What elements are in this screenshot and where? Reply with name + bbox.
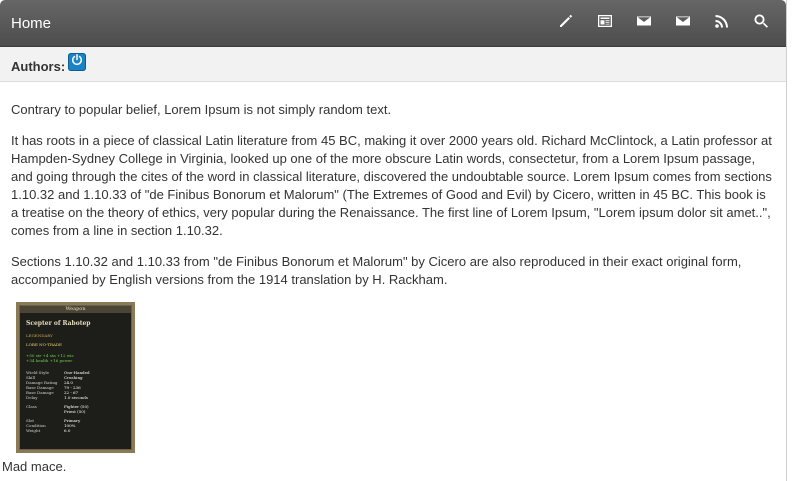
article-body bbox=[11, 101, 775, 302]
author-power-button[interactable] bbox=[68, 53, 86, 71]
attr-value: 79 - 236 bbox=[64, 385, 81, 390]
attr-value: 1.0 seconds bbox=[64, 395, 88, 400]
attr-value: 100% bbox=[64, 423, 76, 428]
attr-key bbox=[26, 409, 64, 414]
attr-key: Damage Rating bbox=[26, 380, 58, 385]
item-attributes bbox=[26, 370, 127, 433]
stats-line: +34 health +16 power bbox=[26, 358, 73, 363]
attr-key: Skill bbox=[26, 375, 36, 380]
image-caption: Mad mace. bbox=[2, 459, 67, 474]
attr-value: Crushing bbox=[64, 375, 83, 380]
rss-icon bbox=[714, 13, 730, 34]
page-title: Home bbox=[11, 15, 52, 32]
attr-value: One-Handed bbox=[64, 370, 90, 375]
attr-key: Class bbox=[26, 404, 37, 409]
pencil-icon bbox=[558, 13, 574, 34]
attr-key: Wield Style bbox=[26, 370, 50, 375]
attr-value: Priest (50) bbox=[64, 409, 86, 414]
stats-line: +50 str +4 sta +12 wis bbox=[26, 353, 74, 358]
attr-key: Base Damage bbox=[26, 385, 54, 390]
search-button[interactable] bbox=[752, 14, 770, 32]
attr-key: Condition bbox=[26, 423, 46, 428]
attr-value: 22 - 67 bbox=[64, 390, 79, 395]
attr-key: Base Damage bbox=[26, 390, 54, 395]
attr-value: 24.0 bbox=[64, 380, 73, 385]
item-tooltip-card bbox=[19, 305, 132, 450]
paragraph: Contrary to popular belief, Lorem Ipsum is not simply random text. bbox=[11, 102, 392, 117]
authors-label: Authors: bbox=[11, 59, 66, 74]
item-stats bbox=[26, 353, 74, 363]
card-window-title: Weapon bbox=[20, 306, 131, 313]
item-name: Scepter of Rabotep bbox=[26, 320, 91, 327]
attr-value: Fighter (50) bbox=[64, 404, 89, 409]
article-button[interactable] bbox=[596, 14, 614, 32]
envelope-icon bbox=[636, 13, 652, 34]
rss-button[interactable] bbox=[713, 14, 731, 32]
item-image[interactable] bbox=[16, 302, 135, 453]
power-icon bbox=[71, 53, 83, 71]
attr-key: Slot bbox=[26, 418, 35, 423]
edit-button[interactable] bbox=[557, 14, 575, 32]
search-icon bbox=[753, 13, 769, 34]
header-bar bbox=[0, 0, 786, 47]
item-flags: LORE NO-TRADE bbox=[26, 342, 62, 347]
attr-value: Primary bbox=[64, 418, 81, 423]
attr-key: Weight bbox=[26, 428, 41, 433]
attr-row bbox=[26, 428, 127, 433]
item-rarity: LEGENDARY bbox=[26, 333, 53, 338]
attr-key: Delay bbox=[26, 395, 38, 400]
email-button[interactable] bbox=[635, 14, 653, 32]
paragraph: It has roots in a piece of classical Latin literature from 45 BC, making it over 2000 years old. Richard McClintock, a Latin professor at Hampden-Sydney College in Virginia, looked up one of the more obscure Latin words, consectetur, from a Lorem Ipsum passage, and going through the cites of the word in classical literature, discovered the undoubtable source. Lorem Ipsum comes from sections 1.10.32 and 1.10.33 of "de Finibus Bonorum et Malorum" (The Extremes of Good and Evil) by Cicero, written in 45 BC. This book is a treatise on the theory of ethics, very popular during the Renaissance. The first line of Lorem Ipsum, "Lorem ipsum dolor sit amet..", comes from a line in section 1.10.32. bbox=[11, 133, 772, 238]
paragraph: Sections 1.10.32 and 1.10.33 from "de Finibus Bonorum et Malorum" by Cicero are also reproduced in their exact original form, accompanied by English versions from the 1914 translation by H. Rackham. bbox=[11, 254, 742, 287]
email-button-2[interactable] bbox=[674, 14, 692, 32]
authors-bar bbox=[0, 47, 786, 82]
attr-value: 6.0 bbox=[64, 428, 71, 433]
envelope-icon bbox=[675, 13, 691, 34]
newspaper-icon bbox=[597, 13, 613, 34]
